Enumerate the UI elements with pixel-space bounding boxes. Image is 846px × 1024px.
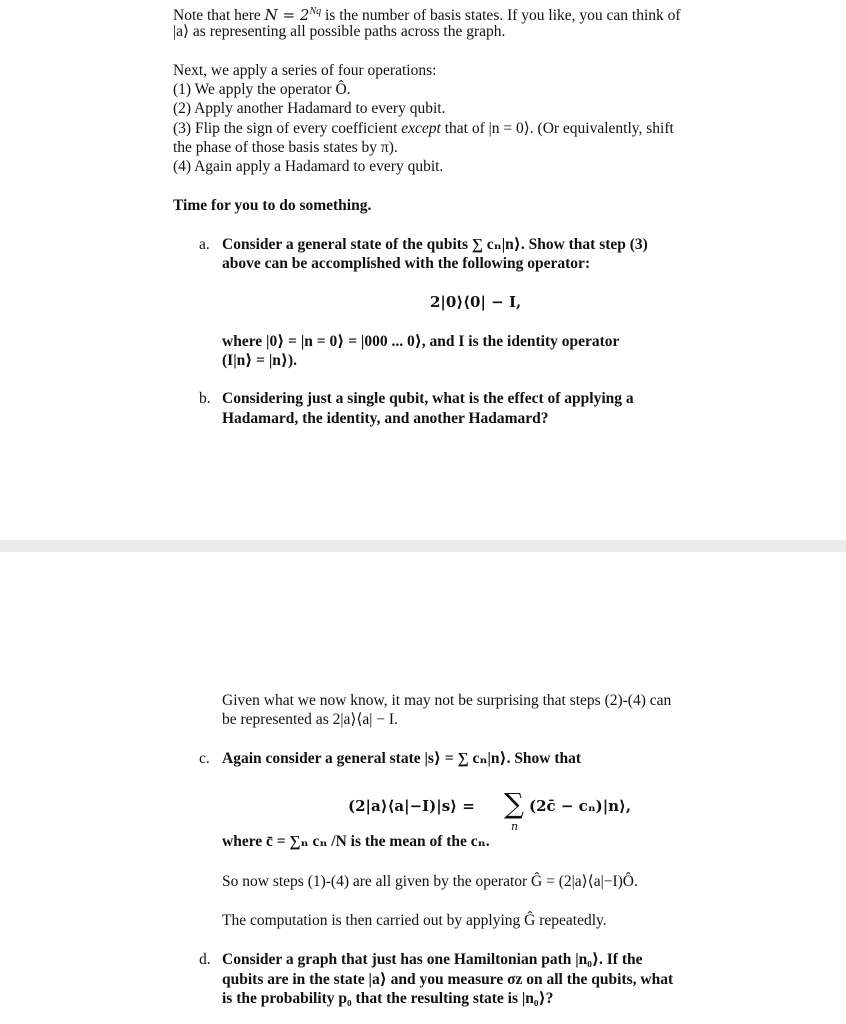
question-d-label: d.: [199, 951, 211, 968]
operation-2: (2) Apply another Hadamard to every qubit.: [173, 100, 446, 117]
operation-4: (4) Again apply a Hadamard to every qubit.: [173, 158, 444, 175]
operation-3-line-2: the phase of those basis states by π).: [173, 139, 398, 156]
question-a-equation: 2|0⟩⟨0| − I,: [430, 293, 522, 311]
question-b-line-2: Hadamard, the identity, and another Hadamard?: [222, 410, 549, 427]
sum-subscript: n: [511, 820, 519, 833]
question-d-line-3: is the probability p₀ that the resulting state is |n₀⟩?: [222, 990, 554, 1007]
operation-3-line-1: [173, 119, 674, 138]
question-a-line-2: above can be accomplished with the following operator:: [222, 255, 591, 272]
intro-math-n: N = 2: [264, 6, 310, 25]
question-c-label: c.: [199, 750, 210, 767]
page-2: [0, 552, 846, 1024]
op3-text-b: that of |n = 0⟩. (Or equivalently, shift: [440, 120, 674, 137]
question-b-line-1: Considering just a single qubit, what is the effect of applying a: [222, 390, 634, 407]
given-line-1: Given what we now know, it may not be surprising that steps (2)-(4) can: [222, 692, 672, 709]
question-c-eq-right: (2c̄ − cₙ)|n⟩,: [529, 797, 632, 815]
question-d-line-2: qubits are in the state |a⟩ and you measure σz on all the qubits, what: [222, 971, 674, 988]
page-divider: [0, 540, 846, 552]
intro-line-2: |a⟩ as representing all possible paths across the graph.: [173, 23, 506, 40]
computation-line: The computation is then carried out by applying Ĝ repeatedly.: [222, 912, 607, 929]
intro-text-b: is the number of basis states. If you like, you can think of: [321, 7, 681, 25]
question-c-where: where c̄ = ∑ₙ cₙ /N is the mean of the cₙ.: [222, 833, 490, 850]
op3-text-a: (3) Flip the sign of every coefficient: [173, 120, 402, 137]
op3-emphasis: except: [401, 120, 441, 137]
question-c-eq-left: (2|a⟩⟨a|−I)|s⟩ =: [348, 797, 475, 815]
given-line-2: be represented as 2|a⟩⟨a| − I.: [222, 711, 398, 728]
question-a-line-1: Consider a general state of the qubits ∑ cₙ|n⟩. Show that step (3): [222, 236, 648, 253]
next-line: Next, we apply a series of four operations:: [173, 62, 437, 79]
question-a-where-2: (I|n⟩ = |n⟩).: [222, 352, 298, 369]
question-d-line-1: Consider a graph that just has one Hamiltonian path |n₀⟩. If the: [222, 951, 643, 968]
question-a-where-1: where |0⟩ = |n = 0⟩ = |000 ... 0⟩, and I is the identity operator: [222, 333, 620, 350]
intro-text-a: Note that here: [173, 7, 265, 25]
intro-math-sup: Nq: [309, 6, 322, 17]
operation-1: (1) We apply the operator Ô.: [173, 81, 351, 98]
time-heading: Time for you to do something.: [173, 197, 372, 214]
question-b-label: b.: [199, 390, 211, 407]
so-now-line: So now steps (1)-(4) are all given by the operator Ĝ = (2|a⟩⟨a|−I)Ô.: [222, 873, 638, 890]
question-c-line-1: Again consider a general state |s⟩ = ∑ cₙ|n⟩. Show that: [222, 750, 582, 767]
sum-symbol: ∑: [504, 787, 524, 820]
question-a-label: a.: [199, 236, 210, 253]
